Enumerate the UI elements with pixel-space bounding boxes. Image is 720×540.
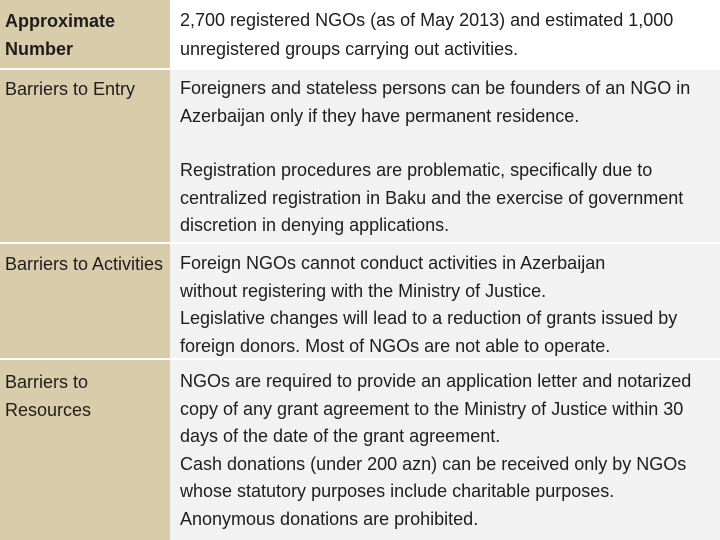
row-label-barriers-to-resources: Barriers to Resources xyxy=(0,360,170,540)
row-label-approximate-number: Approximate Number xyxy=(0,0,170,68)
row-label-barriers-to-entry: Barriers to Entry xyxy=(0,70,170,242)
table-row-approximate-number xyxy=(0,0,720,68)
paragraph-gap xyxy=(180,130,720,157)
row-content-barriers-to-resources xyxy=(170,360,720,540)
row-label-barriers-to-activities: Barriers to Activities xyxy=(0,244,170,358)
row-content-barriers-to-entry xyxy=(170,70,720,242)
approximate-number-text: 2,700 registered NGOs (as of May 2013) and estimated 1,000 unregistered groups carrying out activities. xyxy=(180,10,674,59)
table-row-barriers-to-entry xyxy=(0,70,720,242)
activities-grants-reduction-text: Legislative changes will lead to a reduction of grants issued by foreign donors. Most of NGOs are not able to operate. xyxy=(180,308,678,356)
entry-registration-procedures-text: Registration procedures are problematic, specifically due to centralized registration in Baku and the exercise of government discretion in denying applications. xyxy=(180,160,684,235)
table-row-barriers-to-resources xyxy=(0,360,720,540)
resources-cash-donations-text: Cash donations (under 200 azn) can be received only by NGOs whose statutory purposes include charitable purposes. Anonymous donations are prohibited. xyxy=(180,453,687,529)
table-row-barriers-to-activities xyxy=(0,244,720,358)
activities-registration-text: Foreign NGOs cannot conduct activities in Azerbaijan without registering with the Ministry of Justice. xyxy=(180,253,606,301)
resources-grant-agreement-text: NGOs are required to provide an application letter and notarized copy of any grant agreement to the Ministry of Justice within 30 days of the date of the grant agreement. xyxy=(180,371,692,446)
row-content-approximate-number xyxy=(170,0,720,68)
row-content-barriers-to-activities xyxy=(170,244,720,358)
entry-residence-requirement-text: Foreigners and stateless persons can be founders of an NGO in Azerbaijan only if they have permanent residence. xyxy=(180,78,691,126)
